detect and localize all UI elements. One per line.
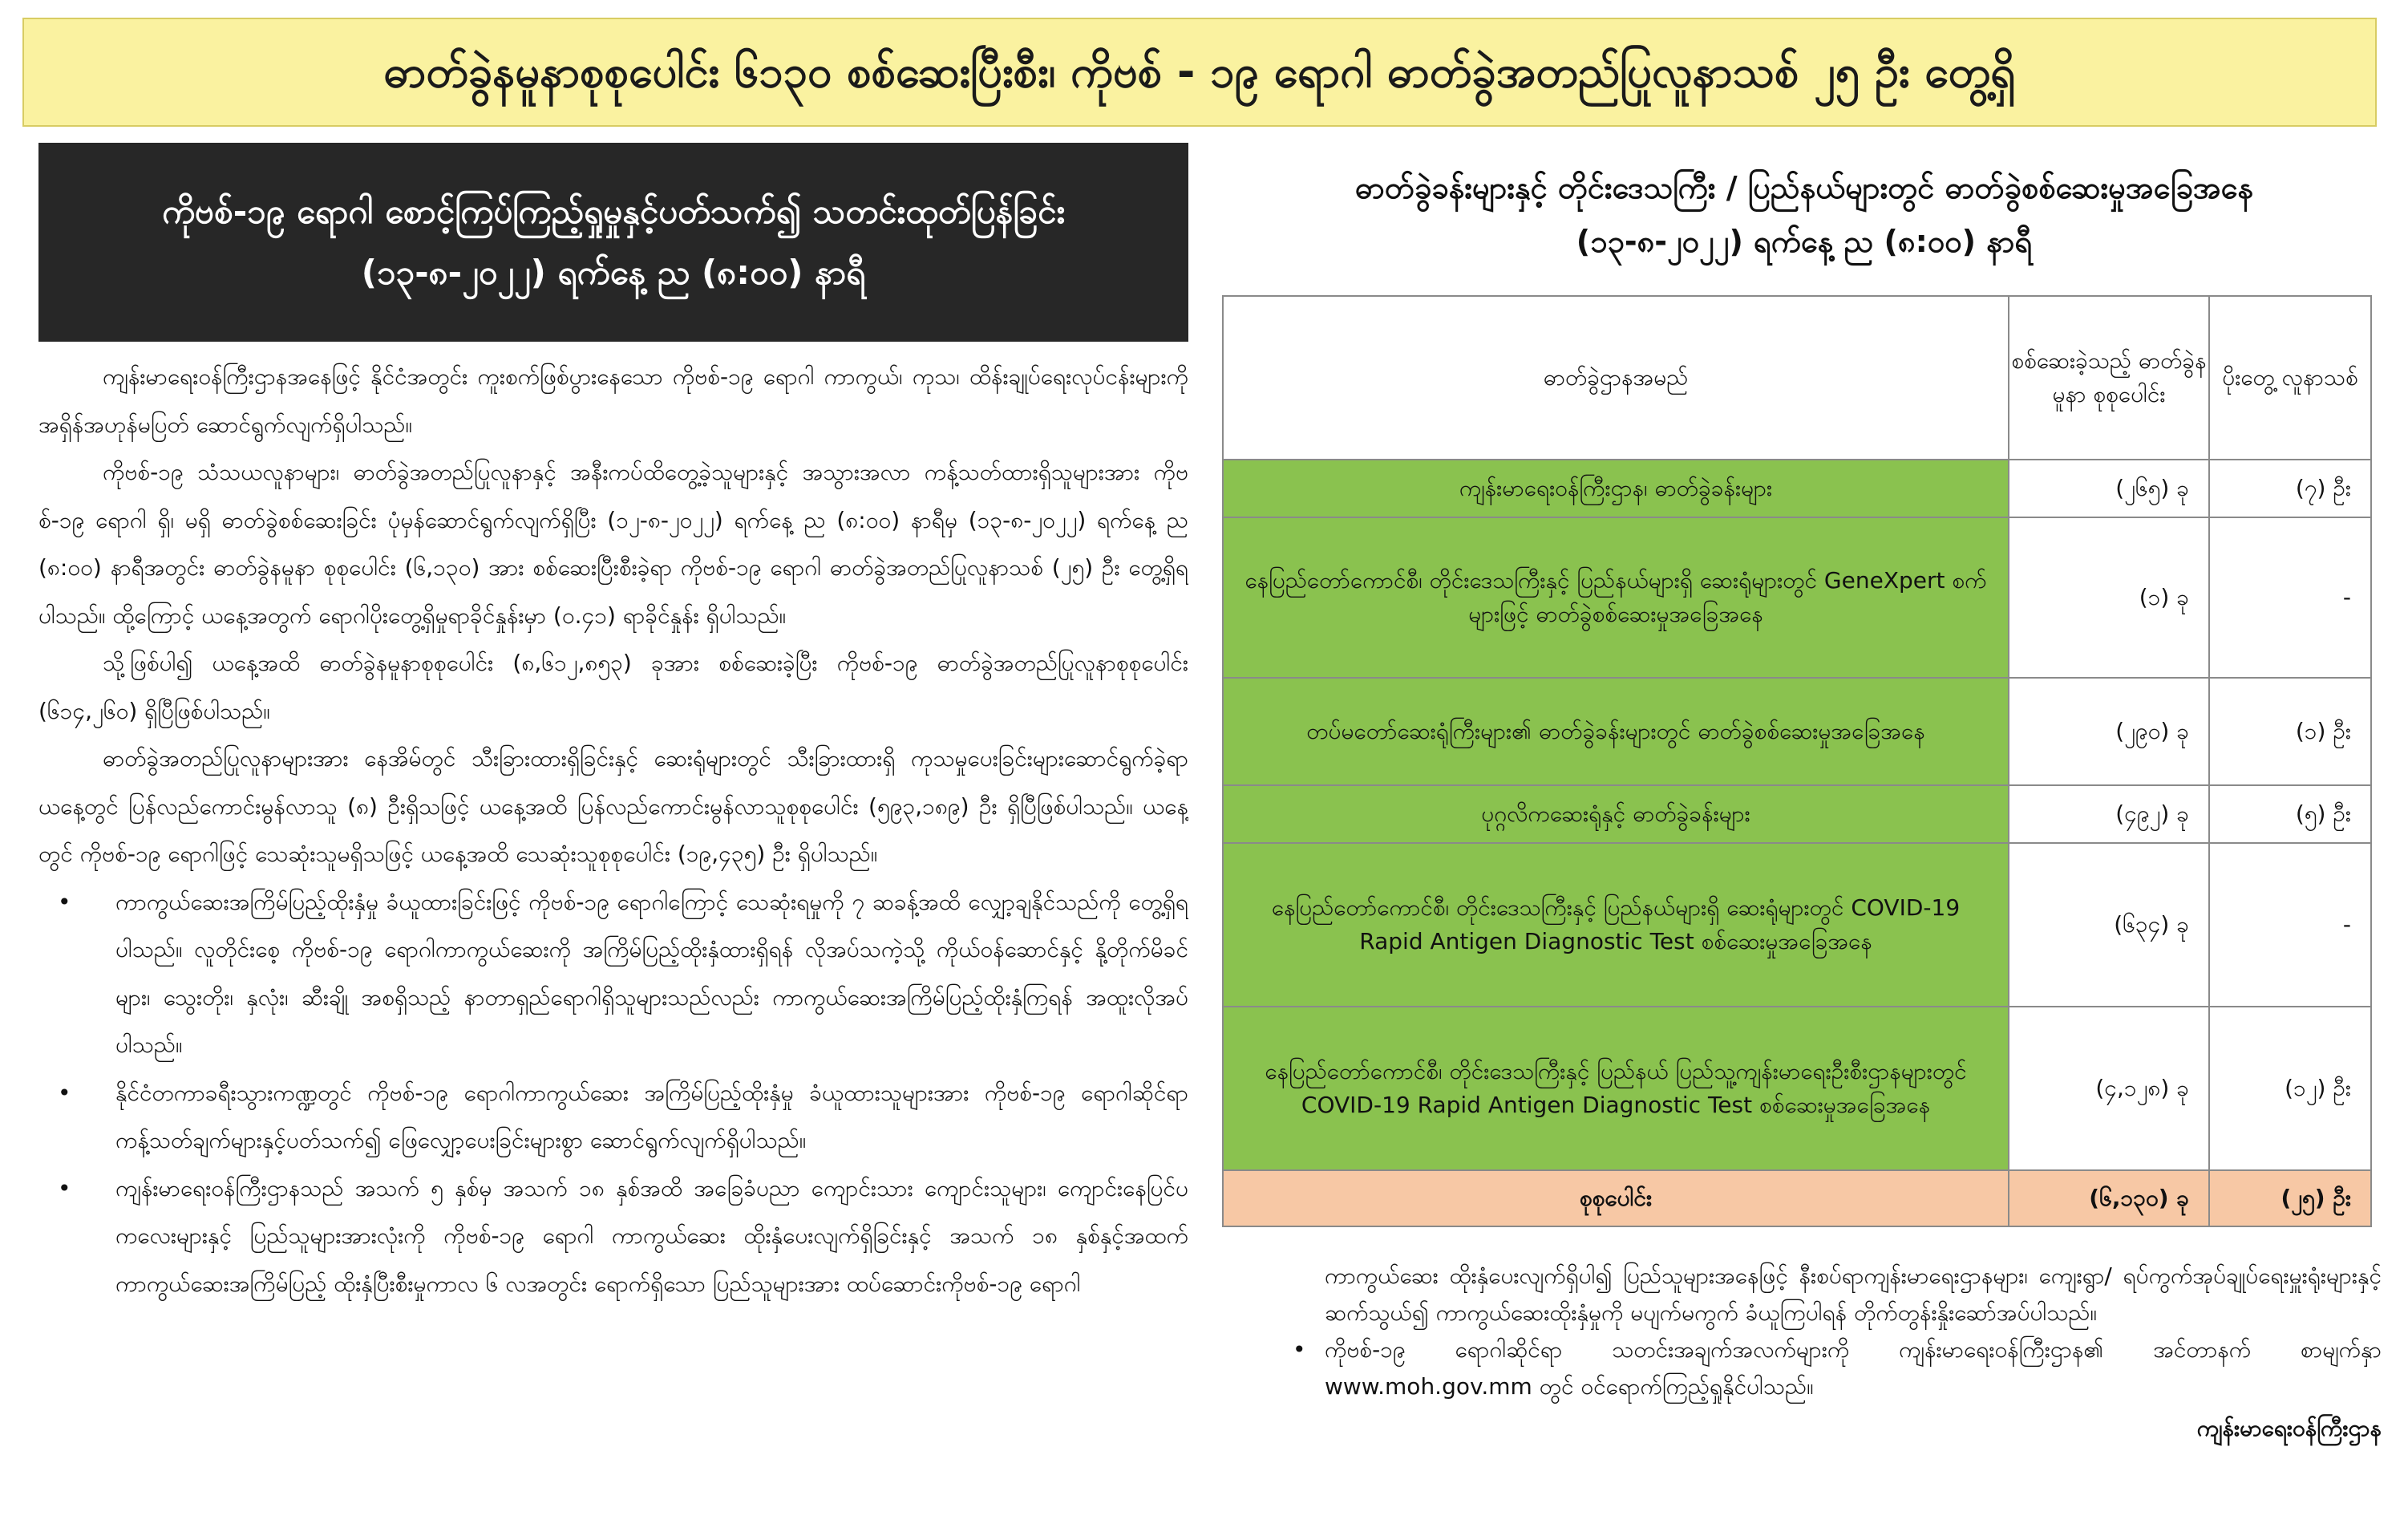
- lab-testing-table: [1222, 295, 2372, 1227]
- row-positive: -: [2209, 517, 2371, 678]
- right-header-date: (၁၃-၈-၂၀၂၂) ရက်နေ့ ည (၈:၀၀) နာရီ: [1576, 224, 2033, 259]
- table-row: [1223, 517, 2371, 678]
- right-article-body: [1275, 1258, 2382, 1530]
- row-samples: (၁) ခု: [2009, 517, 2209, 678]
- total-positive: (၂၅) ဦး: [2209, 1170, 2371, 1226]
- row-positive: (၁၂) ဦး: [2209, 1007, 2371, 1170]
- right-header: [1219, 136, 2390, 294]
- row-positive: (၇) ဦး: [2209, 460, 2371, 517]
- paragraph: ကျန်းမာရေးဝန်ကြီးဌာနအနေဖြင့် နိုင်ငံအတွင်း ကူးစက်ဖြစ်ပွားနေသော ကိုဗစ်-၁၉ ရောဂါ ကာကွယ်၊ ကုသ၊ ထိန်းချုပ်ရေးလုပ်ငန်းများကို အရှိန်အဟုန်မပြတ် ဆောင်ရွက်လျက်ရှိပါသည်။: [38, 363, 1188, 438]
- table-row: [1223, 785, 2371, 843]
- left-article-body: [38, 353, 1188, 1524]
- bullet-item: • ကျန်းမာရေးဝန်ကြီးဌာနသည် အသက် ၅ နှစ်မှ အသက် ၁၈ နှစ်အထိ အခြေခံပညာ ကျောင်းသား ကျောင်းသူများ၊ ကျောင်းနေပြင်ပကလေးများနှင့် ပြည်သူများအားလုံးကို ကိုဗစ်-၁၉ ရောဂါ ကာကွယ်ဆေး ထိုးနှံပေးလျက်ရှိခြင်းနှင့် အသက် ၁၈ နှစ်နှင့်အထက် ကာကွယ်ဆေးအကြိမ်ပြည့် ထိုးနှံပြီးစီးမှုကာလ ၆ လအတွင်း ရောက်ရှိသော ပြည်သူများအား ထပ်ဆောင်းကိုဗစ်-၁၉ ရောဂါ: [115, 1165, 1188, 1308]
- row-samples: (၆၃၄) ခု: [2009, 843, 2209, 1007]
- table-row: [1223, 678, 2371, 785]
- bullet-item: • နိုင်ငံတကာခရီးသွားကဏ္ဍတွင် ကိုဗစ်-၁၉ ရောဂါကာကွယ်ဆေး အကြိမ်ပြည့်ထိုးနှံမှု ခံယူထားသူများအား ကိုဗစ်-၁၉ ရောဂါဆိုင်ရာ ကန့်သတ်ချက်များနှင့်ပတ်သက်၍ ဖြေလျှော့ပေးခြင်းများစွာ ဆောင်ရွက်လျက်ရှိပါသည်။: [115, 1069, 1188, 1165]
- bullet-item: • ကိုဗစ်-၁၉ ရောဂါဆိုင်ရာ သတင်းအချက်အလက်များကို ကျန်းမာရေးဝန်ကြီးဌာန၏ အင်တာနက် စာမျက်နှာ www.moh.gov.mm တွင် ဝင်ရောက်ကြည့်ရှုနိုင်ပါသည်။: [1325, 1331, 2382, 1405]
- row-lab-name: ကျန်းမာရေးဝန်ကြီးဌာန၊ ဓာတ်ခွဲခန်းများ: [1223, 460, 2009, 517]
- signature: ကျန်းမာရေးဝန်ကြီးဌာန: [2196, 1415, 2382, 1441]
- row-positive: (၅) ဦး: [2209, 785, 2371, 843]
- row-lab-name: နေပြည်တော်ကောင်စီ၊ တိုင်းဒေသကြီးနှင့် ပြည်နယ်များရှိ ဆေးရုံများတွင် COVID-19 Rapid Antigen Diagnostic Test စစ်ဆေးမှုအခြေအနေ: [1223, 843, 2009, 1007]
- total-label: စုစုပေါင်း: [1223, 1170, 2009, 1226]
- headline-banner: [22, 18, 2377, 127]
- row-positive: -: [2209, 843, 2371, 1007]
- paragraph: ကိုဗစ်-၁၉ သံသယလူနာများ၊ ဓာတ်ခွဲအတည်ပြုလူနာနှင့် အနီးကပ်ထိတွေ့ခဲ့သူများနှင့် အသွားအလာ ကန့်သတ်ထားရှိသူများအား ကိုဗစ်-၁၉ ရောဂါ ရှိ၊ မရှိ ဓာတ်ခွဲစစ်ဆေးခြင်း ပုံမှန်ဆောင်ရွက်လျက်ရှိပြီး (၁၂-၈-၂၀၂၂) ရက်နေ့ ည (၈:၀၀) နာရီမှ (၁၃-၈-၂၀၂၂) ရက်နေ့ ည (၈:၀၀) နာရီအတွင်း ဓာတ်ခွဲနမူနာ စုစုပေါင်း (၆,၁၃၀) အား စစ်ဆေးပြီးစီးခဲ့ရာ ကိုဗစ်-၁၉ ရောဂါ ဓာတ်ခွဲအတည်ပြုလူနာသစ် (၂၅) ဦး တွေ့ရှိရပါသည်။ ထို့ကြောင့် ယနေ့အတွက် ရောဂါပိုးတွေ့ရှိမှုရာခိုင်နှုန်းမှာ (၀.၄၁) ရာခိုင်နှုန်း ရှိပါသည်။: [38, 459, 1188, 629]
- header-positive: ပိုးတွေ့ လူနာသစ်: [2209, 296, 2371, 460]
- row-lab-name: နေပြည်တော်ကောင်စီ၊ တိုင်းဒေသကြီးနှင့် ပြည်နယ်များရှိ ဆေးရုံများတွင် GeneXpert စက်များဖြင့် ဓာတ်ခွဲစစ်ဆေးမှုအခြေအနေ: [1223, 517, 2009, 678]
- left-panel-date: (၁၃-၈-၂၀၂၂) ရက်နေ့ ည (၈:၀၀) နာရီ: [361, 253, 866, 292]
- row-samples: (၄,၁၂၈) ခု: [2009, 1007, 2209, 1170]
- left-title-panel: [38, 143, 1188, 342]
- row-positive: (၁) ဦး: [2209, 678, 2371, 785]
- row-samples: (၂၉၀) ခု: [2009, 678, 2209, 785]
- total-samples: (၆,၁၃၀) ခု: [2009, 1170, 2209, 1226]
- table-row: [1223, 1007, 2371, 1170]
- table-header-row: [1223, 296, 2371, 460]
- row-samples: (၂၆၅) ခု: [2009, 460, 2209, 517]
- row-lab-name: တပ်မတော်ဆေးရုံကြီးများ၏ ဓာတ်ခွဲခန်းများတွင် ဓာတ်ခွဲစစ်ဆေးမှုအခြေအနေ: [1223, 678, 2009, 785]
- table-row: [1223, 843, 2371, 1007]
- header-samples: စစ်ဆေးခဲ့သည့် ဓာတ်ခွဲနမူနာ စုစုပေါင်း: [2009, 296, 2209, 460]
- left-panel-title: ကိုဗစ်-၁၉ ရောဂါ စောင့်ကြပ်ကြည့်ရှုမှုနှင့်ပတ်သက်၍ သတင်းထုတ်ပြန်ခြင်း: [162, 191, 1065, 231]
- table-total-row: [1223, 1170, 2371, 1226]
- bullet-list: [1275, 1331, 2382, 1405]
- header-lab-name: ဓာတ်ခွဲဌာနအမည်: [1223, 296, 2009, 460]
- paragraph: သို့ဖြစ်ပါ၍ ယနေ့အထိ ဓာတ်ခွဲနမူနာစုစုပေါင်း (၈,၆၁၂,၈၅၃) ခုအား စစ်ဆေးခဲ့ပြီး ကိုဗစ်-၁၉ ဓာတ်ခွဲအတည်ပြုလူနာစုစုပေါင်း (၆၁၄,၂၆၀) ရှိပြီဖြစ်ပါသည်။: [38, 650, 1188, 724]
- paragraph: ကာကွယ်ဆေး ထိုးနှံပေးလျက်ရှိပါ၍ ပြည်သူများအနေဖြင့် နီးစပ်ရာကျန်းမာရေးဌာနများ၊ ကျေးရွာ/ ရပ်ကွက်အုပ်ချုပ်ရေးမှူးရုံးများနှင့်ဆက်သွယ်၍ ကာကွယ်ဆေးထိုးနှံမှုကို မပျက်မကွက် ခံယူကြပါရန် တိုက်တွန်းနှိုးဆော်အပ်ပါသည်။: [1325, 1262, 2382, 1326]
- paragraph: ဓာတ်ခွဲအတည်ပြုလူနာများအား နေအိမ်တွင် သီးခြားထားရှိခြင်းနှင့် ဆေးရုံများတွင် သီးခြားထားရှိ ကုသမှုပေးခြင်းများဆောင်ရွက်ခဲ့ရာ ယနေ့တွင် ပြန်လည်ကောင်းမွန်လာသူ (၈) ဦးရှိသဖြင့် ယနေ့အထိ ပြန်လည်ကောင်းမွန်လာသူစုစုပေါင်း (၅၉၃,၁၈၉) ဦး ရှိပြီဖြစ်ပါသည်။ ယနေ့တွင် ကိုဗစ်-၁၉ ရောဂါဖြင့် သေဆုံးသူမရှိသဖြင့် ယနေ့အထိ သေဆုံးသူစုစုပေါင်း (၁၉,၄၃၅) ဦး ရှိပါသည်။: [38, 745, 1188, 867]
- row-samples: (၄၉၂) ခု: [2009, 785, 2209, 843]
- headline-text: ဓာတ်ခွဲနမူနာစုစုပေါင်း ၆၁၃၀ စစ်ဆေးပြီးစီး၊ ကိုဗစ် - ၁၉ ရောဂါ ဓာတ်ခွဲအတည်ပြုလူနာသစ် ၂၅ ဦး တွေ့ရှိ: [383, 46, 2016, 97]
- right-header-title: ဓာတ်ခွဲခန်းများနှင့် တိုင်းဒေသကြီး / ပြည်နယ်များတွင် ဓာတ်ခွဲစစ်ဆေးမှုအခြေအနေ: [1354, 169, 2254, 205]
- row-lab-name: နေပြည်တော်ကောင်စီ၊ တိုင်းဒေသကြီးနှင့် ပြည်နယ် ပြည်သူ့ကျန်းမာရေးဦးစီးဌာနများတွင် COVID-19 Rapid Antigen Diagnostic Test စစ်ဆေးမှုအခြေအနေ: [1223, 1007, 2009, 1170]
- bullet-list: [38, 878, 1188, 1308]
- table-row: [1223, 460, 2371, 517]
- row-lab-name: ပုဂ္ဂလိကဆေးရုံနှင့် ဓာတ်ခွဲခန်းများ: [1223, 785, 2009, 843]
- bullet-item: • ကာကွယ်ဆေးအကြိမ်ပြည့်ထိုးနှံမှု ခံယူထားခြင်းဖြင့် ကိုဗစ်-၁၉ ရောဂါကြောင့် သေဆုံးရမှုကို ၇ ဆခန့်အထိ လျှော့ချနိုင်သည်ကို တွေ့ရှိရပါသည်။ လူတိုင်းစေ့ ကိုဗစ်-၁၉ ရောဂါကာကွယ်ဆေးကို အကြိမ်ပြည့်ထိုးနှံထားရှိရန် လိုအပ်သကဲ့သို့ ကိုယ်ဝန်ဆောင်နှင့် နို့တိုက်မိခင်များ၊ သွေးတိုး၊ နှလုံး၊ ဆီးချို အစရှိသည့် နာတာရှည်ရောဂါရှိသူများသည်လည်း ကာကွယ်ဆေးအကြိမ်ပြည့်ထိုးနှံကြရန် အထူးလိုအပ်ပါသည်။: [115, 878, 1188, 1069]
